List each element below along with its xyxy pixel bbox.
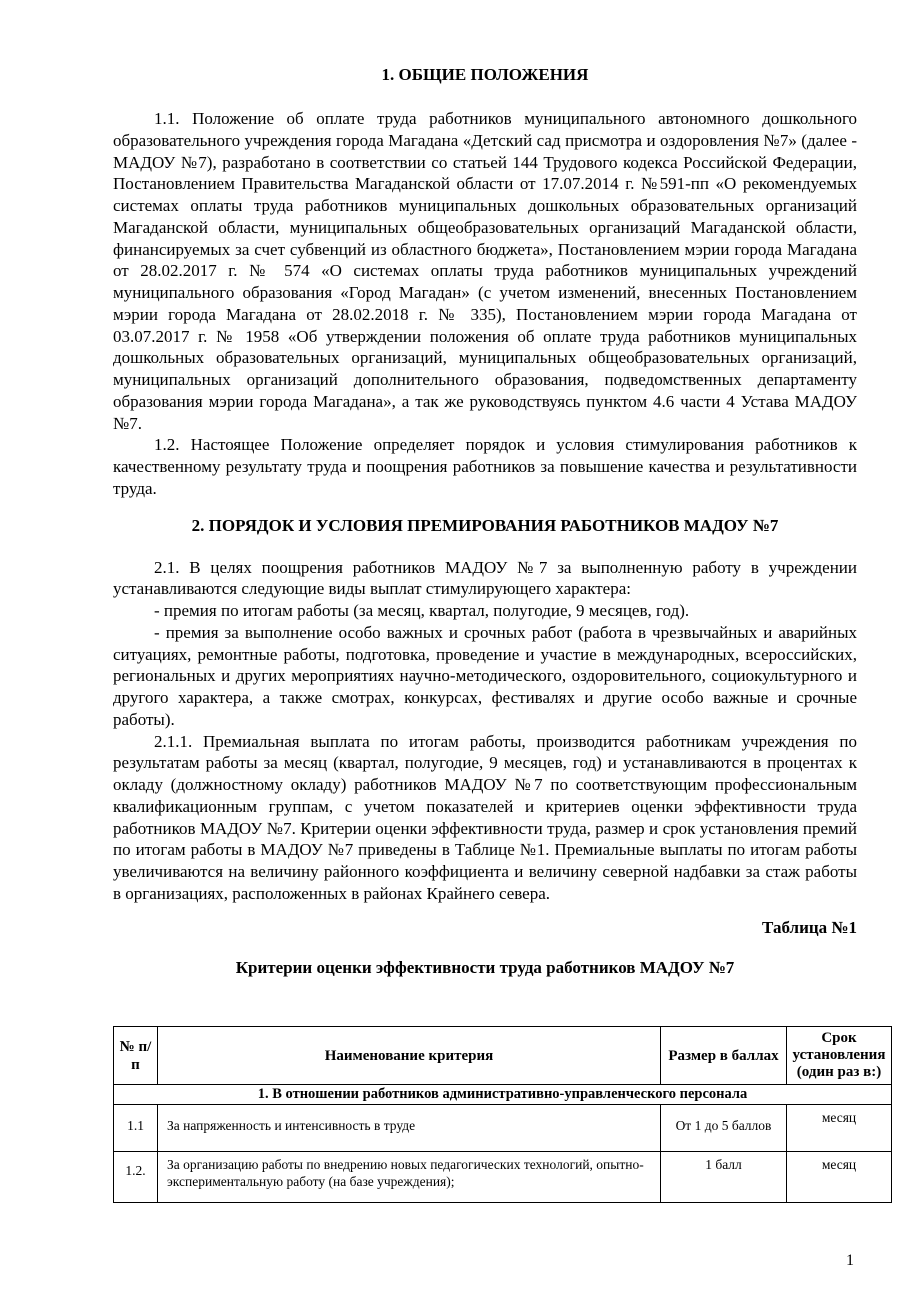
section-1-heading: 1. ОБЩИЕ ПОЛОЖЕНИЯ — [381, 65, 589, 84]
row-number: 1.1 — [114, 1105, 158, 1152]
criteria-table — [113, 1026, 892, 1203]
list-item-bonus-results: - премия по итогам работы (за месяц, квартал, полугодие, 9 месяцев, год). — [154, 601, 690, 620]
row-criteria: За напряженность и интенсивность в труде — [158, 1105, 661, 1152]
table-row — [114, 1105, 892, 1152]
table-header-row — [114, 1027, 892, 1085]
row-number: 1.2. — [114, 1152, 158, 1203]
column-header-number: № п/п — [114, 1027, 158, 1085]
table-number-label: Таблица №1 — [762, 917, 857, 937]
paragraph-1-2: 1.2. Настоящее Положение определяет порядок и условия стимулирования работников к качественному результату труда и поощрения работников за повышение качества и результативности труда. — [113, 435, 857, 498]
row-score: 1 балл — [661, 1152, 787, 1203]
column-header-criteria: Наименование критерия — [158, 1027, 661, 1085]
table-section-row — [114, 1085, 892, 1105]
document-content — [113, 64, 886, 1203]
table-section-title: 1. В отношении работников административно-управленческого персонала — [114, 1085, 892, 1105]
row-period: месяц — [787, 1105, 892, 1152]
row-period: месяц — [787, 1152, 892, 1203]
section-2-heading: 2. ПОРЯДОК И УСЛОВИЯ ПРЕМИРОВАНИЯ РАБОТНИКОВ МАДОУ №7 — [191, 515, 779, 535]
paragraph-2-1: 2.1. В целях поощрения работников МАДОУ №7 за выполненную работу в учреждении устанавливаются следующие виды выплат стимулирующего характера: — [113, 557, 857, 599]
column-header-score: Размер в баллах — [661, 1027, 787, 1085]
page-number: 1 — [846, 1252, 854, 1269]
table-row — [114, 1152, 892, 1203]
paragraph-1-1: 1.1. Положение об оплате труда работников муниципального автономного дошкольного образовательного учреждения города Магадана «Детский сад присмотра и оздоровления №7» (далее - МАДОУ №7), разработано в соответствии со статьей 144 Трудового кодекса Российской Федерации, Постановлением Правительства Магаданской области от 17.07.2014 г. №591-пп «О рекомендуемых системах оплаты труда работников муниципальных дошкольных образовательных организаций Магаданской области, муниципальных общеобразовательных организаций Магаданской области, финансируемых за счет субвенций из областного бюджета», Постановлением мэрии города Магадана от 28.02.2017 г. № 574 «О системах оплаты труда работников муниципальных учреждений муниципального образования «Город Магадан» (с учетом изменений, внесенных Постановлением мэрии города Магадана от 28.02.2018 г. № 335), Постановлением мэрии города Магадана от 03.07.2017 г. № 1958 «Об утверждении положения об оплате труда работников муниципальных дошкольных образовательных организаций, муниципальных общеобразовательных организаций, муниципальных организаций дополнительного образования, подведомственных департаменту образования мэрии города Магадана», а так же руководствуясь пунктом 4.6 части 4 Устава МАДОУ №7. — [113, 109, 857, 433]
row-score: От 1 до 5 баллов — [661, 1105, 787, 1152]
row-criteria: За организацию работы по внедрению новых педагогических технологий, опытно-экспериментальную работу (на базе учреждения); — [158, 1152, 661, 1203]
paragraph-2-1-1: 2.1.1. Премиальная выплата по итогам работы, производится работникам учреждения по результатам работы за месяц (квартал, полугодие, 9 месяцев, год) и устанавливаются в процентах к окладу (должностному окладу) работников МАДОУ №7 по соответствующим профессиональным квалификационным группам, с учетом показателей и критериев оценки эффективности труда работников МАДОУ №7. Критерии оценки эффективности труда, размер и срок установления премий по итогам работы в МАДОУ №7 приведены в Таблице №1. Премиальные выплаты по итогам работы увеличиваются на величину районного коэффициента и величину северной надбавки за стаж работы в организациях, расположенных в районах Крайнего севера. — [113, 731, 857, 903]
list-item-bonus-urgent-work: - премия за выполнение особо важных и срочных работ (работа в чрезвычайных и аварийных ситуациях, ремонтные работы, подготовка, проведение и участие в международных, всероссийских, региональных и других мероприятиях научно-методического, оздоровительного, социокультурного и другого характера, а также смотрах, конкурсах, фестивалях и другие особо важные и срочные работы). — [113, 622, 857, 729]
column-header-period: Срок установления (один раз в:) — [787, 1027, 892, 1085]
table-title: Критерии оценки эффективности труда работников МАДОУ №7 — [235, 958, 735, 978]
